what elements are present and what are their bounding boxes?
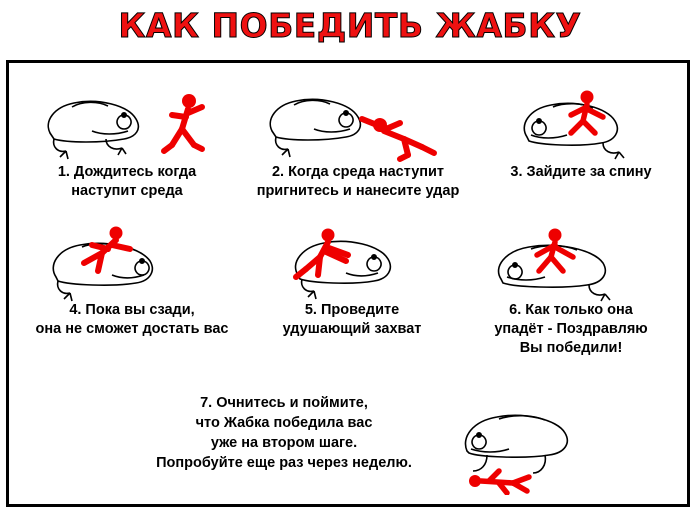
step-5-illustration (257, 223, 447, 301)
step-6 (459, 223, 683, 358)
step-5-caption (257, 301, 447, 339)
page-title: КАК ПОБЕДИТЬ ЖАБКУ (118, 6, 582, 45)
step-7-caption-line: Попробуйте еще раз через неделю. (156, 455, 412, 471)
step-1-illustration (19, 85, 235, 163)
step-6-caption (459, 301, 683, 358)
step-4-caption-line: она не сможет достать вас (35, 321, 229, 337)
step-5-caption-line: удушающий захват (282, 321, 422, 337)
step-1-caption-line: 1. Дождитесь когда (57, 164, 197, 180)
step-6-illustration (459, 223, 683, 301)
step-5 (257, 223, 447, 339)
step-7 (119, 393, 449, 473)
step-2 (245, 85, 471, 201)
step-3-caption-line: 3. Зайдите за спину (510, 164, 652, 180)
step-2-caption (245, 163, 471, 201)
step-7-illustration (439, 403, 639, 500)
content-frame (6, 60, 690, 507)
step-7-caption-line: уже на втором шаге. (210, 435, 358, 451)
step-4-illustration (17, 223, 247, 301)
step-3 (479, 85, 683, 182)
step-3-caption (479, 163, 683, 182)
step-3-illustration (479, 85, 683, 163)
step-4-caption-line: 4. Пока вы сзади, (69, 302, 195, 318)
step-5-caption-line: 5. Проведите (304, 302, 400, 318)
step-1-caption (19, 163, 235, 201)
step-6-caption-line: упадёт - Поздравляю (494, 321, 648, 337)
step-4-caption (17, 301, 247, 339)
step-7-caption-line: что Жабка победила вас (195, 415, 373, 431)
step-6-caption-line: Вы победили! (519, 340, 623, 356)
step-2-illustration (245, 85, 471, 163)
step-1-caption-line: наступит среда (71, 183, 183, 199)
step-4 (17, 223, 247, 339)
step-2-caption-line: 2. Когда среда наступит (271, 164, 445, 180)
step-2-caption-line: пригнитесь и нанесите удар (256, 183, 460, 199)
step-7-caption-line: 7. Очнитесь и поймите, (200, 395, 368, 411)
step-1 (19, 85, 235, 201)
step-7-caption (119, 393, 449, 473)
step-6-caption-line: 6. Как только она (509, 302, 633, 318)
